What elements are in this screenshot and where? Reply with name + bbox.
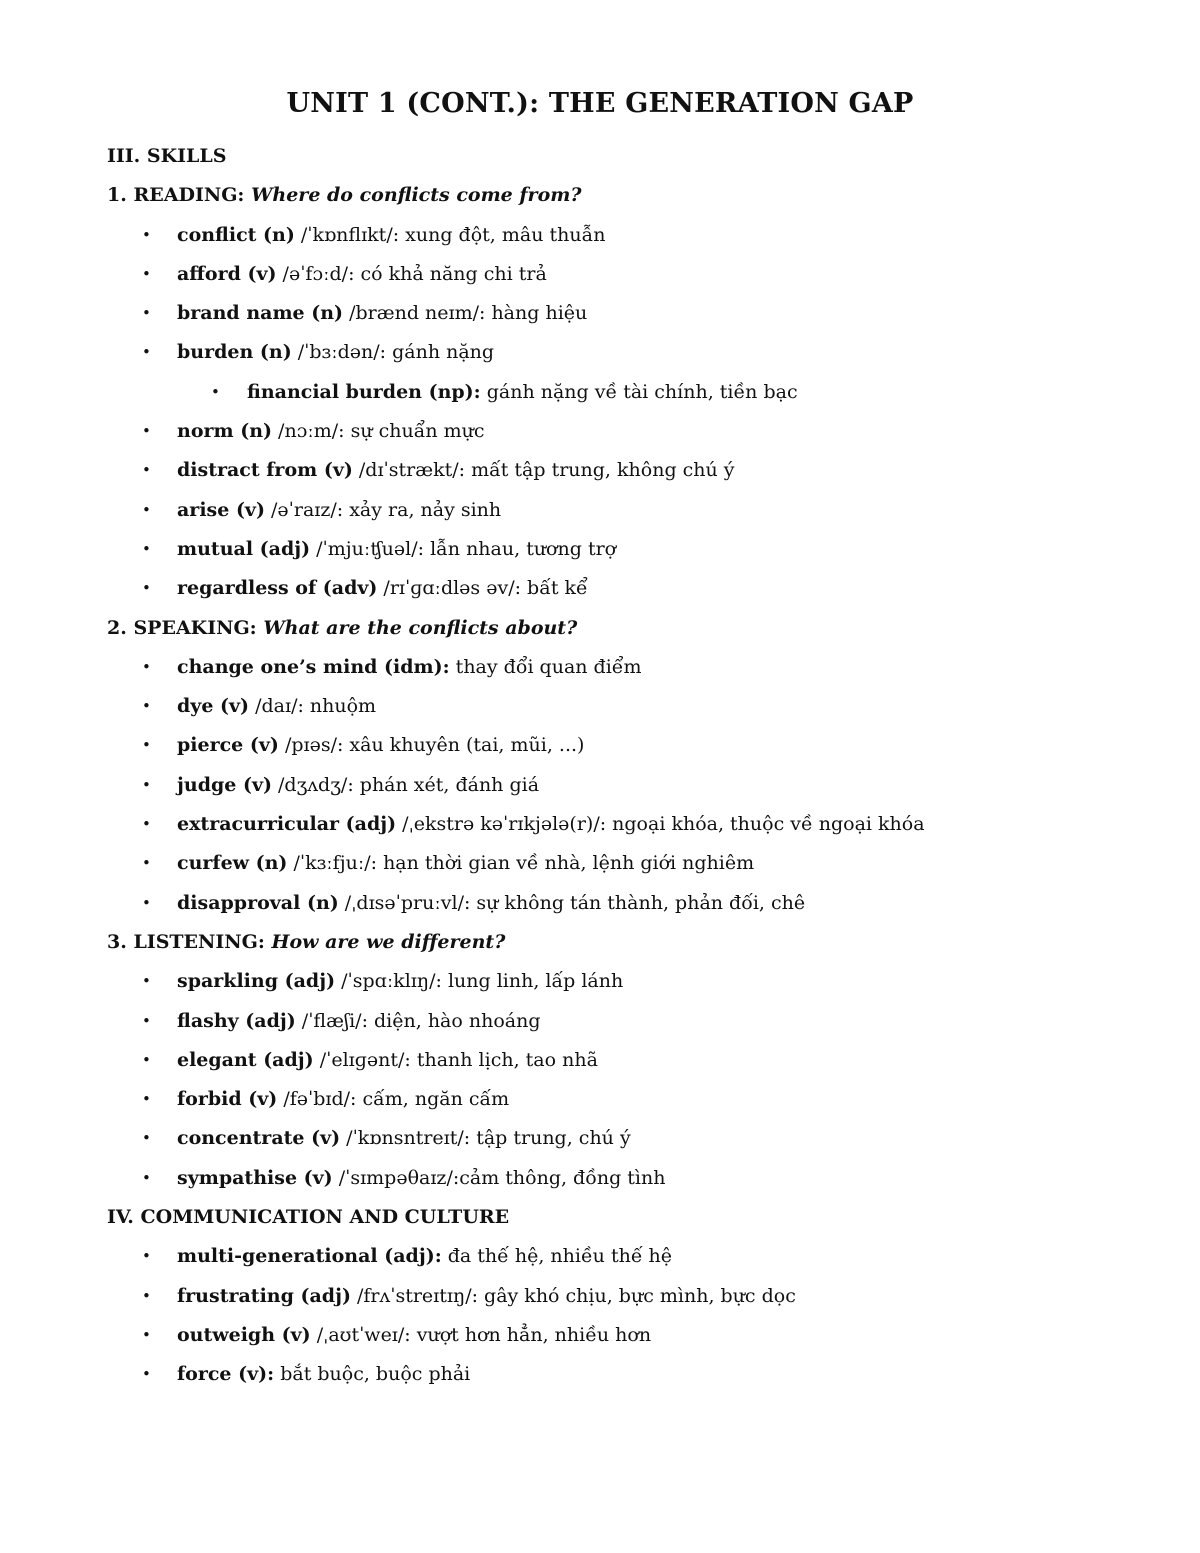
bullet-icon: • [142, 1365, 151, 1384]
vocab-term: extracurricular (adj) [177, 813, 397, 836]
vocab-definition: /əˈfɔːd/: có khả năng chi trả [276, 262, 547, 285]
section-subtitle: Where do conflicts come from? [251, 184, 582, 207]
skills-heading-text: III. SKILLS [107, 145, 227, 167]
vocab-subitem [107, 373, 1167, 412]
vocab-term: brand name (n) [177, 302, 344, 325]
skills-heading [107, 137, 1167, 176]
vocab-item [107, 294, 1167, 333]
vocab-term: change one’s mind (idm): [177, 655, 450, 678]
section-subtitle: What are the conflicts about? [263, 616, 578, 639]
vocab-term: concentrate (v) [177, 1127, 341, 1150]
vocab-item [107, 844, 1167, 883]
vocab-item [107, 1355, 1167, 1394]
bullet-icon: • [142, 539, 151, 558]
vocab-term: sparkling (adj) [177, 970, 336, 993]
section-heading [107, 1198, 1167, 1237]
section-heading [107, 609, 1167, 648]
vocab-definition: gánh nặng về tài chính, tiền bạc [480, 380, 798, 403]
vocab-definition: /ˈkɒnsntreɪt/: tập trung, chú ý [340, 1127, 631, 1150]
vocab-definition: /fəˈbɪd/: cấm, ngăn cấm [277, 1088, 510, 1111]
vocab-term: force (v): [177, 1363, 275, 1386]
vocab-definition: /ˈsɪmpəθaɪz/:cảm thông, đồng tình [332, 1166, 666, 1189]
bullet-icon: • [142, 1286, 151, 1305]
page-title: UNIT 1 (CONT.): THE GENERATION GAP [286, 88, 914, 119]
vocab-definition: /əˈraɪz/: xảy ra, nảy sinh [264, 498, 502, 521]
vocab-term: frustrating (adj) [177, 1284, 351, 1307]
vocab-term: dye (v) [177, 695, 250, 718]
vocab-term: financial burden (np): [247, 380, 481, 403]
section-label: 1. READING: [107, 184, 252, 207]
section-label: 3. LISTENING: [107, 930, 272, 953]
vocab-term: forbid (v) [177, 1088, 278, 1111]
vocab-definition: /nɔːm/: sự chuẩn mực [272, 420, 485, 443]
section-heading [107, 176, 1167, 215]
vocab-definition: /ˌekstrə kəˈrɪkjələ(r)/: ngoại khóa, thuộc về ngoại khóa [396, 813, 925, 836]
vocab-term: afford (v) [177, 262, 277, 285]
bullet-icon: • [142, 815, 151, 834]
vocab-definition: đa thế hệ, nhiều thế hệ [441, 1245, 673, 1268]
vocab-definition: /ˈkɒnflɪkt/: xung đột, mâu thuẫn [294, 223, 606, 246]
vocab-definition: /ˈmjuːʧuəl/: lẫn nhau, tương trợ [310, 537, 617, 560]
vocab-item [107, 491, 1167, 530]
vocab-item [107, 962, 1167, 1001]
section-subtitle: How are we different? [271, 930, 506, 953]
vocab-term: distract from (v) [177, 459, 353, 482]
vocab-term: curfew (n) [177, 852, 288, 875]
bullet-icon: • [142, 304, 151, 323]
vocab-definition: /dʒʌdʒ/: phán xét, đánh giá [271, 773, 540, 796]
vocab-definition: /pɪəs/: xâu khuyên (tai, mũi, ...) [278, 734, 585, 757]
vocab-term: disapproval (n) [177, 891, 339, 914]
bullet-icon: • [142, 1090, 151, 1109]
vocab-item [107, 1080, 1167, 1119]
vocab-term: judge (v) [177, 773, 272, 796]
vocab-definition: /ˈkɜːfjuː/: hạn thời gian về nhà, lệnh giới nghiêm [287, 852, 755, 875]
vocab-item [107, 1041, 1167, 1080]
bullet-icon: • [142, 697, 151, 716]
section-label: IV. COMMUNICATION AND CULTURE [107, 1206, 510, 1229]
vocab-term: sympathise (v) [177, 1166, 333, 1189]
vocab-term: multi-generational (adj): [177, 1245, 442, 1268]
vocab-term: regardless of (adv) [177, 577, 378, 600]
vocab-term: arise (v) [177, 498, 265, 521]
vocab-definition: /rɪˈɡɑːdləs əv/: bất kể [377, 577, 588, 600]
vocab-term: burden (n) [177, 341, 292, 364]
bullet-icon: • [142, 500, 151, 519]
vocab-item [107, 1159, 1167, 1198]
vocab-item [107, 1002, 1167, 1041]
vocab-item [107, 333, 1167, 372]
vocab-item [107, 1316, 1167, 1355]
vocab-definition: /ˈbɜːdən/: gánh nặng [291, 341, 495, 364]
vocab-item [107, 884, 1167, 923]
bullet-icon: • [142, 1050, 151, 1069]
bullet-icon: • [142, 225, 151, 244]
vocab-item [107, 451, 1167, 490]
vocab-item [107, 766, 1167, 805]
vocab-item [107, 530, 1167, 569]
vocab-definition: /ˌaʊtˈweɪ/: vượt hơn hẳn, nhiều hơn [310, 1323, 652, 1346]
vocab-item [107, 1277, 1167, 1316]
vocab-item [107, 569, 1167, 608]
vocab-definition: bắt buộc, buộc phải [274, 1363, 471, 1386]
vocab-definition: /ˈflæʃi/: diện, hào nhoáng [295, 1009, 541, 1032]
vocab-item [107, 726, 1167, 765]
bullet-icon: • [142, 1011, 151, 1030]
vocab-term: flashy (adj) [177, 1009, 296, 1032]
bullet-icon: • [142, 579, 151, 598]
vocab-definition: /brænd neɪm/: hàng hiệu [343, 302, 588, 325]
bullet-icon: • [142, 657, 151, 676]
vocab-definition: /ˌdɪsəˈpruːvl/: sự không tán thành, phản đối, chê [338, 891, 806, 914]
bullet-icon: • [142, 1325, 151, 1344]
vocab-term: elegant (adj) [177, 1048, 314, 1071]
document-body [107, 137, 1167, 1395]
vocab-item [107, 1237, 1167, 1276]
bullet-icon: • [142, 343, 151, 362]
vocab-term: norm (n) [177, 420, 273, 443]
vocab-item [107, 687, 1167, 726]
bullet-icon: • [142, 972, 151, 991]
vocab-definition: /daɪ/: nhuộm [249, 695, 377, 718]
bullet-icon: • [142, 1247, 151, 1266]
bullet-icon: • [142, 461, 151, 480]
bullet-icon: • [211, 382, 220, 401]
vocab-term: mutual (adj) [177, 537, 311, 560]
bullet-icon: • [142, 736, 151, 755]
vocab-item [107, 1119, 1167, 1158]
vocab-item [107, 216, 1167, 255]
section-heading [107, 923, 1167, 962]
bullet-icon: • [142, 775, 151, 794]
vocab-definition: /dɪˈstrækt/: mất tập trung, không chú ý [352, 459, 735, 482]
vocab-term: outweigh (v) [177, 1323, 311, 1346]
vocab-term: pierce (v) [177, 734, 279, 757]
vocab-item [107, 648, 1167, 687]
bullet-icon: • [142, 854, 151, 873]
vocab-definition: /ˈelɪɡənt/: thanh lịch, tao nhã [313, 1048, 598, 1071]
section-label: 2. SPEAKING: [107, 616, 264, 639]
bullet-icon: • [142, 264, 151, 283]
bullet-icon: • [142, 893, 151, 912]
vocab-term: conflict (n) [177, 223, 295, 246]
bullet-icon: • [142, 422, 151, 441]
vocab-definition: thay đổi quan điểm [449, 655, 642, 678]
bullet-icon: • [142, 1129, 151, 1148]
vocab-item [107, 255, 1167, 294]
bullet-icon: • [142, 1168, 151, 1187]
vocab-definition: /frʌˈstreɪtɪŋ/: gây khó chịu, bực mình, bực dọc [350, 1284, 796, 1307]
vocab-item [107, 805, 1167, 844]
vocab-item [107, 412, 1167, 451]
vocab-definition: /ˈspɑːklɪŋ/: lung linh, lấp lánh [335, 970, 624, 993]
